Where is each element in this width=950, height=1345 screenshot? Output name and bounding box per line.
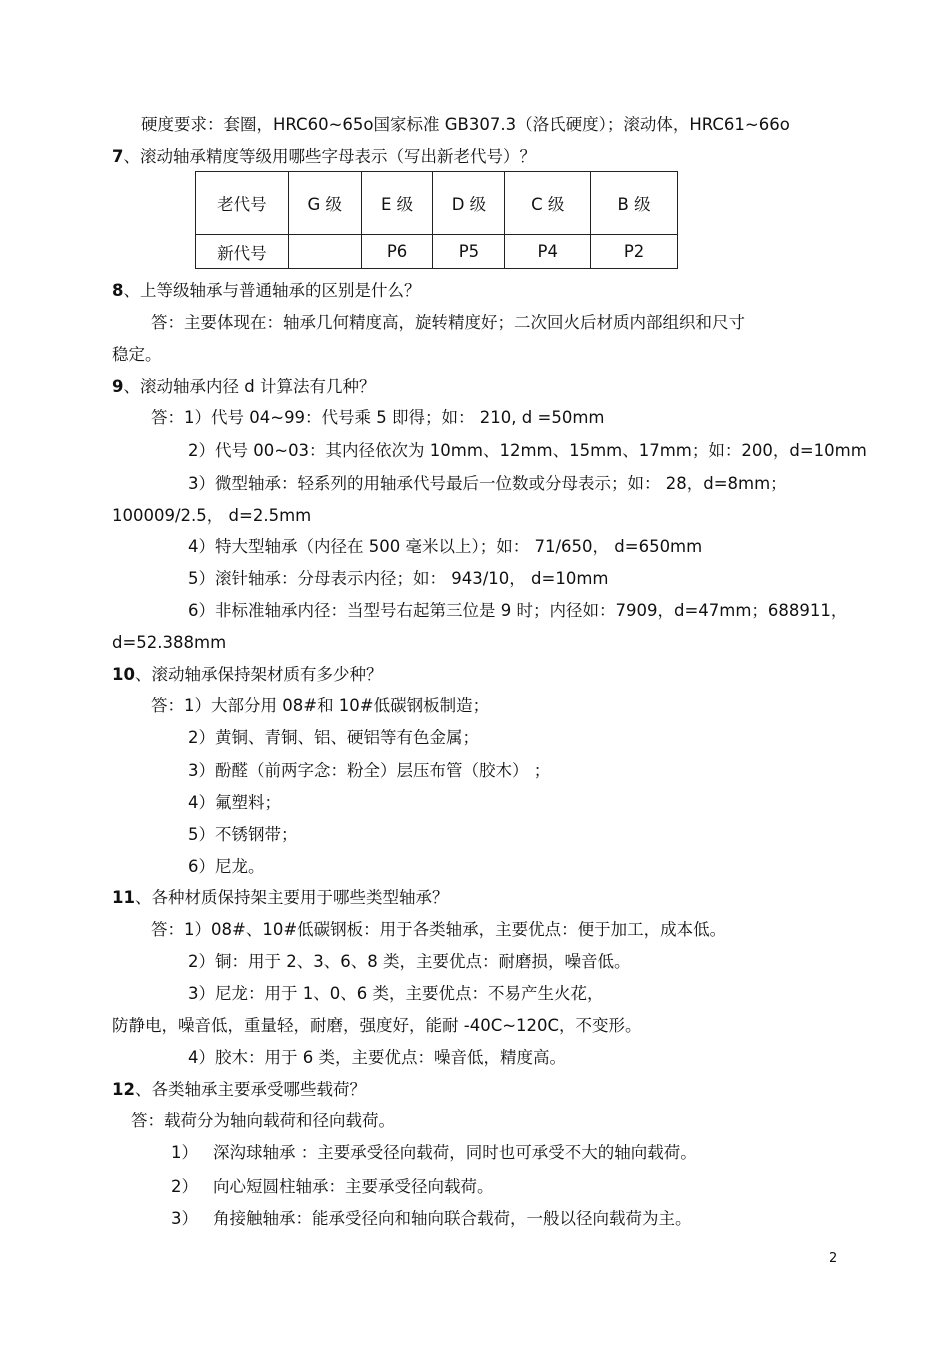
question-7-number: 7 [112, 147, 124, 166]
answer-9-item-1: 答：1）代号 04~99：代号乘 5 即得；如： 210, d =50mm [151, 408, 605, 427]
answer-8-line-1: 答：主要体现在：轴承几何精度高，旋转精度好；二次回火后材质内部组织和尺寸 [151, 313, 745, 332]
question-9-sep: 、 [123, 377, 140, 396]
answer-10-item-3: 3）酚醛（前两字念：粉全）层压布管（胶木） ； [188, 761, 551, 780]
question-10-sep: 、 [134, 665, 152, 684]
question-9 [112, 376, 375, 398]
question-8 [112, 280, 420, 302]
answer-12-item-2-number: 2） [171, 1177, 198, 1196]
answer-9-item-5: 5）滚针轴承：分母表示内径；如： 943/10， d=10mm [188, 569, 609, 588]
answer-11-item-1: 答：1）08#、10#低碳钢板：用于各类轴承，主要优点：便于加工，成本低。 [151, 920, 727, 939]
table-cell: P6 [361, 235, 433, 269]
answer-11-item-3: 3）尼龙：用于 1、0、6 类，主要优点：不易产生火花， [188, 984, 604, 1003]
question-8-number: 8 [112, 281, 124, 300]
table-cell: P4 [505, 235, 591, 269]
answer-10-item-1: 答：1）大部分用 08#和 10#低碳钢板制造； [151, 696, 490, 715]
question-7-sep: 、 [123, 147, 140, 166]
table-cell: B 级 [591, 172, 678, 235]
question-12-number: 12 [112, 1080, 135, 1099]
answer-9-item-2: 2）代号 00~03：其内径依次为 10mm、12mm、15mm、17mm；如：200，d=10mm [188, 441, 867, 460]
question-12-sep: 、 [134, 1080, 152, 1099]
question-10-number: 10 [112, 665, 135, 684]
precision-grade-table [195, 171, 678, 269]
table-cell [288, 235, 361, 269]
table-cell: P5 [433, 235, 505, 269]
answer-9-item-6: 6）非标准轴承内径：当型号右起第三位是 9 时；内径如：7909，d=47mm；688911， [188, 601, 848, 620]
question-11-sep: 、 [134, 888, 152, 907]
answer-9-item-3-cont: 100009/2.5， d=2.5mm [112, 506, 312, 525]
answer-10-item-5: 5）不锈钢带； [188, 825, 298, 844]
answer-12-item-3-number: 3） [171, 1209, 198, 1228]
question-11-number: 11 [112, 888, 135, 907]
answer-12-item-1: 深沟球轴承 ：主要承受径向载荷，同时也可承受不大的轴向载荷。 [213, 1143, 697, 1162]
table-cell: C 级 [505, 172, 591, 235]
table-cell: 新代号 [196, 235, 289, 269]
question-7-text: 滚动轴承精度等级用哪些字母表示（写出新老代号）？ [139, 147, 536, 166]
answer-10-item-4: 4）氟塑料； [188, 793, 281, 812]
table-row-new-code [196, 235, 678, 269]
answer-11-item-2: 2）铜：用于 2、3、6、8 类，主要优点：耐磨损，噪音低。 [188, 952, 631, 971]
question-11-text: 各种材质保持架主要用于哪些类型轴承？ [151, 888, 449, 907]
question-11 [112, 887, 448, 909]
question-8-sep: 、 [123, 281, 140, 300]
question-8-text: 上等级轴承与普通轴承的区别是什么？ [139, 281, 421, 300]
answer-8-line-2: 稳定。 [112, 345, 162, 364]
question-10 [112, 664, 382, 686]
question-12 [112, 1079, 366, 1101]
question-10-text: 滚动轴承保持架材质有多少种？ [151, 665, 383, 684]
question-7 [112, 146, 536, 168]
question-9-number: 9 [112, 377, 124, 396]
table-row-old-code [196, 172, 678, 235]
answer-12-item-2: 向心短圆柱轴承：主要承受径向载荷。 [213, 1177, 494, 1196]
answer-9-item-4: 4）特大型轴承（内径在 500 毫米以上）；如： 71/650， d=650mm [188, 537, 703, 556]
question-9-text: 滚动轴承内径 d 计算法有几种？ [139, 377, 376, 396]
table-cell: D 级 [433, 172, 505, 235]
page-number: 2 [829, 1251, 838, 1266]
answer-10-item-2: 2）黄铜、青铜、铝、硬铝等有色金属； [188, 728, 479, 747]
answer-10-item-6: 6）尼龙。 [188, 857, 265, 876]
table-cell: G 级 [288, 172, 361, 235]
hardness-requirement: 硬度要求：套圈，HRC60~65o国家标准 GB307.3（洛氏硬度）；滚动体，HRC61~66o [141, 115, 790, 134]
answer-9-item-6-cont: d=52.388mm [112, 633, 227, 652]
answer-12-item-3: 角接触轴承：能承受径向和轴向联合载荷，一般以径向载荷为主。 [213, 1209, 692, 1228]
table-cell: E 级 [361, 172, 433, 235]
answer-11-item-3-cont: 防静电，噪音低，重量轻，耐磨，强度好，能耐 -40C~120C，不变形。 [112, 1016, 642, 1035]
table-cell: 老代号 [196, 172, 289, 235]
table-cell: P2 [591, 235, 678, 269]
answer-11-item-4: 4）胶木：用于 6 类，主要优点：噪音低，精度高。 [188, 1048, 566, 1067]
answer-12-item-1-number: 1） [171, 1143, 198, 1162]
answer-12-intro: 答：载荷分为轴向载荷和径向载荷。 [131, 1111, 395, 1130]
question-12-text: 各类轴承主要承受哪些载荷？ [151, 1080, 366, 1099]
answer-9-item-3: 3）微型轴承：轻系列的用轴承代号最后一位数或分母表示；如： 28，d=8mm； [188, 474, 787, 493]
